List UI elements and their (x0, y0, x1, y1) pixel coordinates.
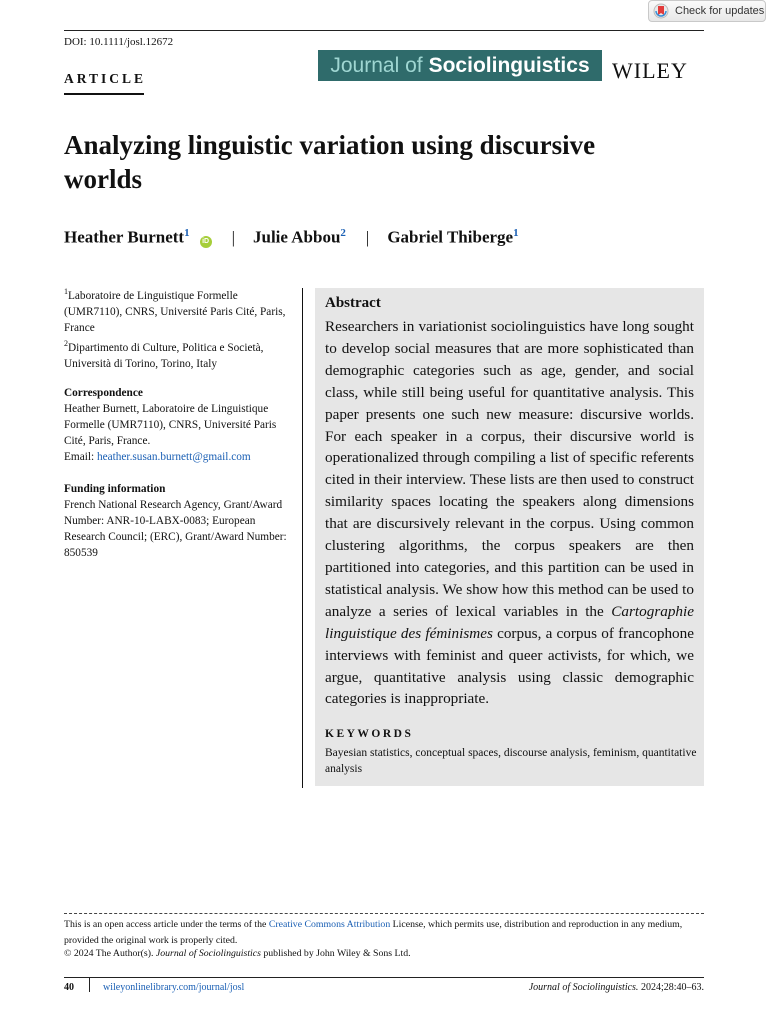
abstract-text: Researchers in variationist sociolinguistics have long sought to develop social measures that are more sophisticated than demographic categories such as age, gender, and social class, while still being useful for quantitative analysis. This paper presents one such new measure: discursive worlds. For each speaker in a corpus, their discursive world is operationalized through compiling a list of specific referents cited in their interview. These lists are then used to construct similarity spaces locating the speakers along dimensions that are discursively relevant in the corpus. Using common clustering algorithms, the corpus speakers are then partitioned into categories, and this partition can be used in statistical analysis. We show how this method can be used to analyze a series of lexical variables in the Cartographie linguistique des féminismes corpus, a corpus of francophone interviews with feminist and queer activists, for which, we argue, quantitative analysis using classic demographic categories is inappropriate. (325, 318, 694, 708)
check-for-updates-button[interactable] (648, 0, 766, 22)
funding-heading: Funding information (64, 483, 166, 495)
affiliation-ref[interactable]: 1 (184, 227, 190, 239)
title-line-2: worlds (64, 164, 143, 194)
article-label-underline (64, 93, 144, 95)
copyright-note: © 2024 The Author(s). Journal of Sociolinguistics published by John Wiley & Sons Ltd. (64, 948, 411, 959)
author-burnett[interactable]: Heather Burnett$^1$ (64, 227, 190, 247)
keywords-heading: KEYWORDS (325, 728, 414, 740)
affiliation-ref[interactable]: 1 (513, 227, 519, 239)
correspondence-text: Heather Burnett, Laboratoire de Linguistique Formelle (UMR7110), CNRS, Université Paris Cité, Paris, France. (64, 403, 277, 447)
cc-license-link[interactable]: Creative Commons Attribution (268, 919, 391, 930)
check-for-updates-label: Check for updates (675, 5, 765, 17)
author-abbou[interactable]: Julie Abbou$^2$ (253, 227, 346, 247)
affiliation-ref[interactable]: 2 (340, 227, 346, 239)
author-thiberge[interactable]: Gabriel Thiberge$^1$ (387, 227, 519, 247)
author-list (64, 227, 519, 248)
journal-logo[interactable] (318, 50, 602, 81)
column-divider (302, 288, 303, 788)
author-separator: | (231, 227, 235, 247)
footer-divider (89, 978, 90, 992)
publisher-logo[interactable]: WILEY (612, 58, 688, 83)
article-type-label: ARTICLE (64, 71, 147, 86)
footnote-rule (64, 913, 704, 914)
footer-citation: Journal of Sociolinguistics. 2024;28:40–63. (528, 982, 704, 993)
doi[interactable]: DOI: 10.1111/josl.12672 (64, 36, 174, 48)
correspondence-heading: Correspondence (64, 387, 143, 399)
abstract-heading: Abstract (325, 295, 381, 311)
funding-text: French National Research Agency, Grant/Award Number: ANR-10-LABX-0083; European Research Council; (ERC), Grant/Award Number: 850539 (64, 499, 287, 559)
correspondence-section: Correspondence Heather Burnett, Laboratoire de Linguistique Formelle (UMR7110), CNRS, Université Paris Cité, Paris, France. Email: heather.susan.burnett@gmail.com (64, 387, 277, 463)
footer-rule (64, 977, 704, 978)
header-rule (64, 30, 704, 31)
license-note: This is an open access article under the terms of the Creative Commons Attribution License, which permits use, distribution and reproduction in any medium, provided the original work is properly cited. (64, 919, 683, 946)
crossmark-icon (653, 3, 669, 19)
email-link[interactable]: heather.susan.burnett@gmail.com (96, 451, 251, 463)
orcid-icon[interactable]: iD (200, 236, 212, 248)
article-title (64, 128, 684, 196)
journal-prefix: Journal of (330, 53, 423, 77)
author-separator: | (365, 227, 370, 247)
journal-name: Sociolinguistics (428, 53, 590, 77)
keywords-text: Bayesian statistics, conceptual spaces, discourse analysis, feminism, quantitative analysis (325, 747, 697, 775)
journal-site-link[interactable]: wileyonlinelibrary.com/journal/josl (103, 982, 245, 993)
page-number: 40 (64, 982, 74, 993)
affiliation-2: $^2$Dipartimento di Culture, Politica e Società, Università di Torino, Torino, Italy (64, 339, 264, 370)
title-line-1: Analyzing linguistic variation using discursive (64, 130, 596, 160)
affiliation-1: $^1$Laboratoire de Linguistique Formelle (UMR7110), CNRS, Université Paris Cité, Paris, France (64, 287, 286, 334)
funding-section (64, 481, 296, 561)
